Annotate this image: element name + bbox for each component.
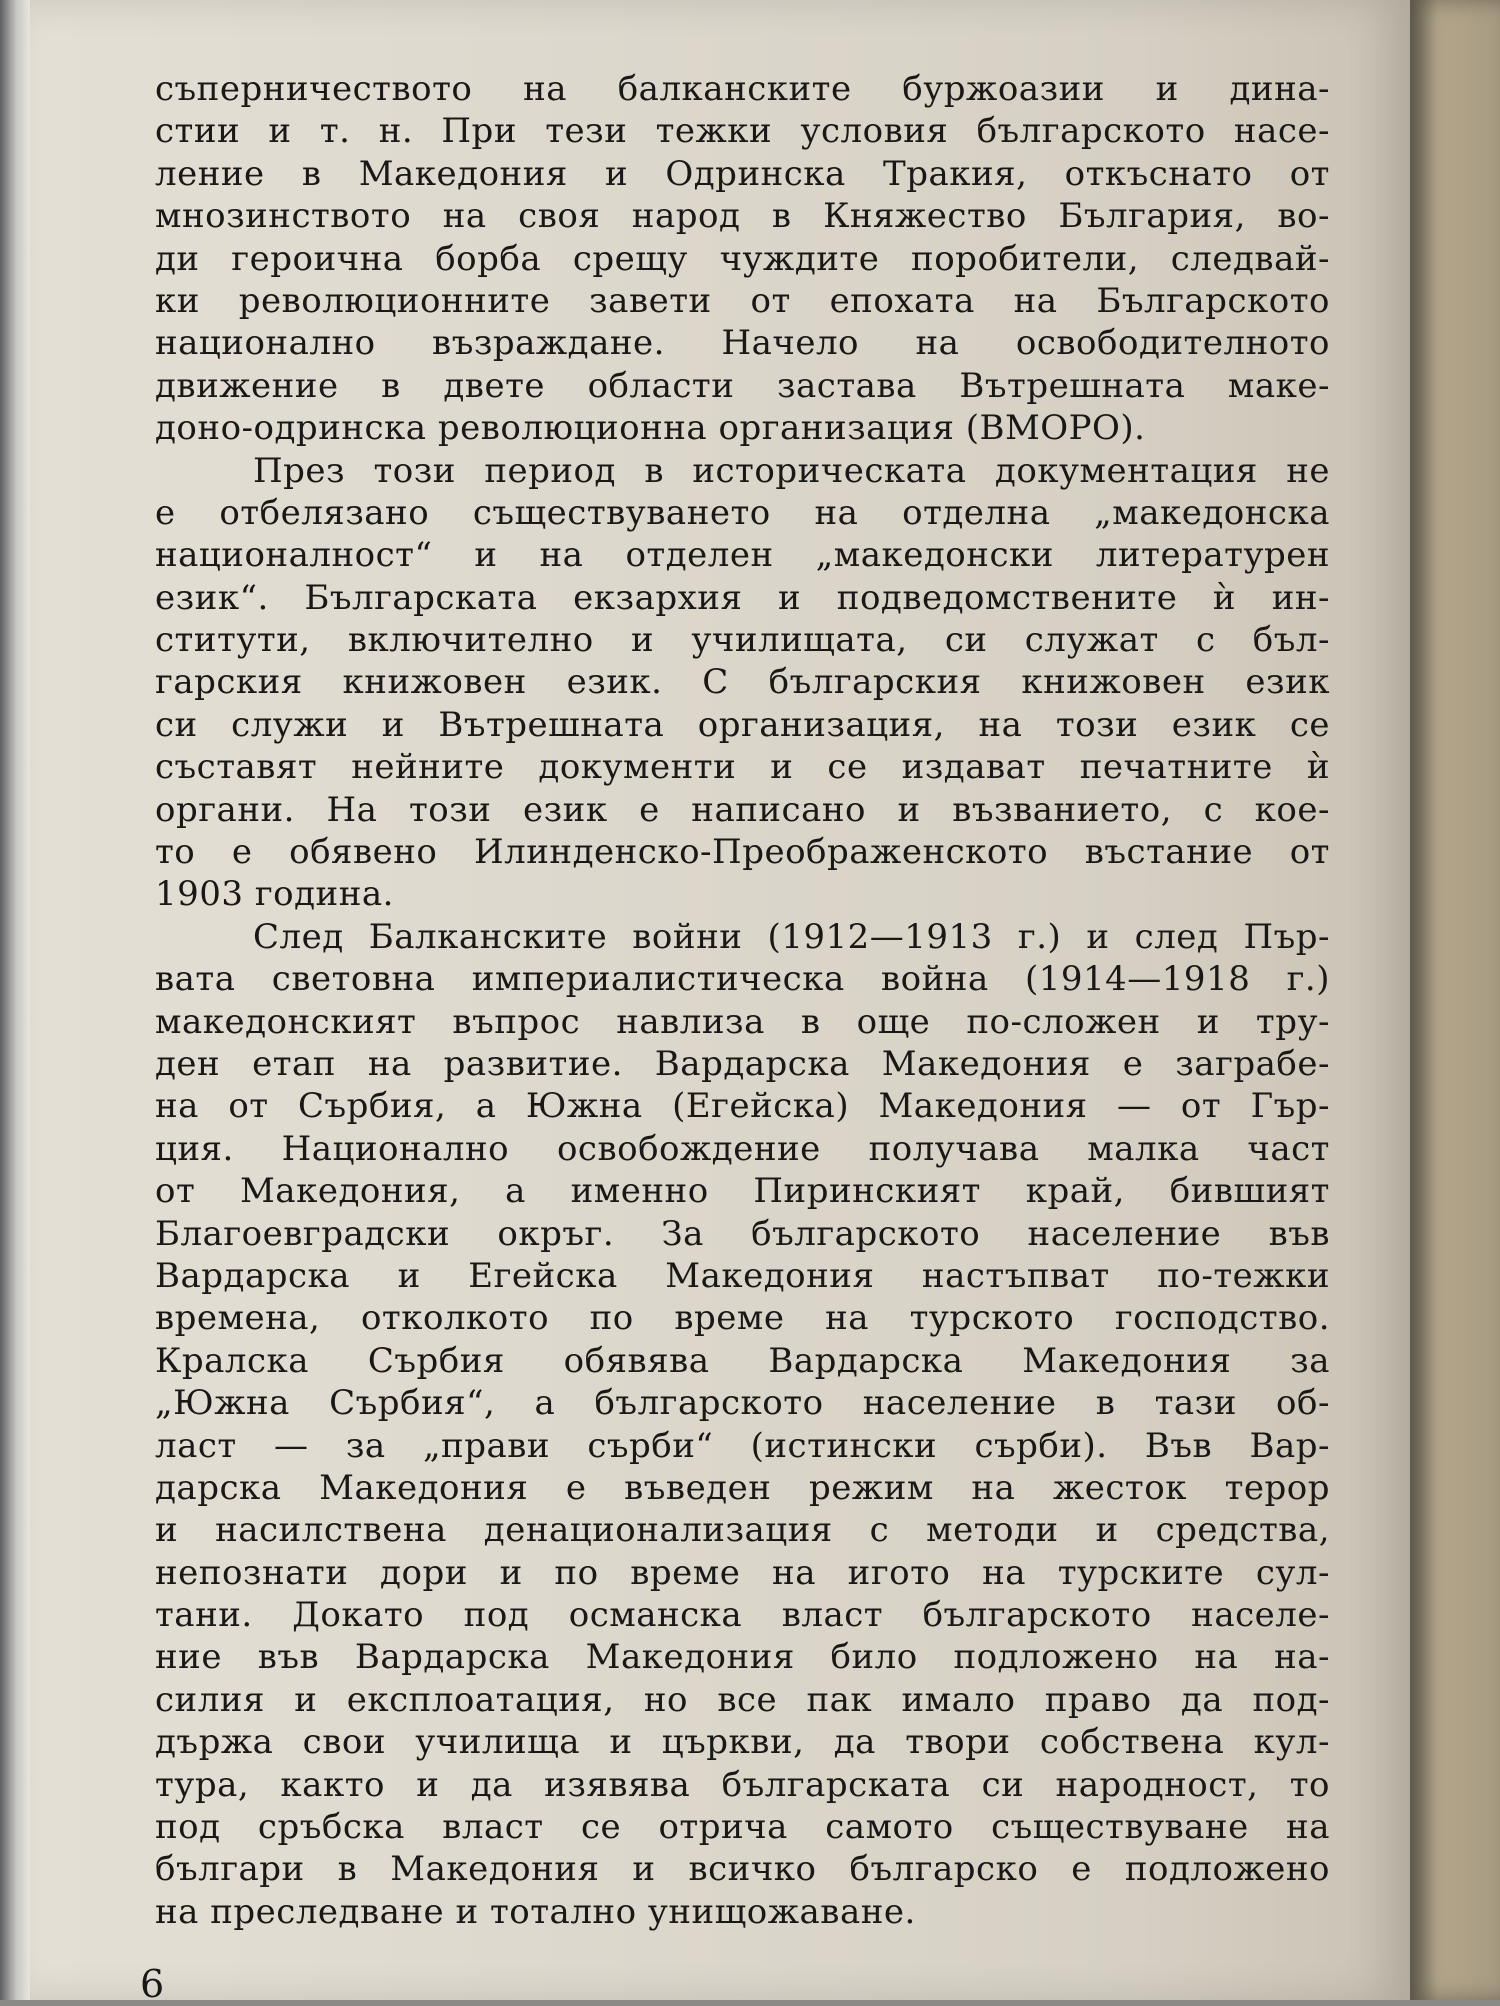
text-line: През този период в историческата документация не [253, 450, 1330, 491]
text-line: под сръбска власт се отрича самото съществуване на [155, 1807, 1330, 1848]
text-line: от Македония, а именно Пиринският край, бившият [155, 1171, 1330, 1212]
text-line: тани. Докато под османска власт българското населе- [155, 1595, 1330, 1636]
text-line: доно-одринска революционна организация (ВМОРО). [155, 408, 1146, 449]
text-line: тура, както и да изявява българската си народност, то [155, 1764, 1330, 1805]
text-line: и насилствена денационализация с методи и средства, [155, 1510, 1330, 1551]
text-line: ди героична борба срещу чуждите поробители, следвай- [155, 238, 1330, 279]
text-line: „Южна Сърбия“, а българското население в тази об- [155, 1383, 1330, 1424]
text-line: ститути, включително и училищата, си служат с бъл- [155, 620, 1330, 661]
paragraph [155, 916, 1330, 1933]
text-line: гарския книжовен език. С българския книжовен език [155, 662, 1330, 703]
text-line: националност“ и на отделен „македонски литературен [155, 535, 1330, 576]
paragraph [155, 450, 1330, 916]
text-line: език“. Българската екзархия и подведомствените ѝ ин- [155, 577, 1330, 618]
text-line: дарска Македония е въведен режим на жесток терор [155, 1467, 1330, 1508]
text-line: ласт — за „прави сърби“ (истински сърби). Във Вар- [155, 1425, 1330, 1466]
text-line: ден етап на развитие. Вардарска Македония е заграбе- [155, 1043, 1330, 1084]
text-line: вата световна империалистическа война (1914—1918 г.) [155, 959, 1330, 1000]
text-line: е отбелязано съществуването на отделна „македонска [155, 492, 1330, 533]
text-line: държа свои училища и църкви, да твори собствена кул- [155, 1722, 1330, 1763]
text-line: ция. Национално освобождение получава малка част [155, 1128, 1330, 1169]
paragraph [155, 68, 1330, 450]
text-line: След Балканските войни (1912—1913 г.) и след Пър- [253, 916, 1330, 957]
text-line: Благоевградски окръг. За българското население във [155, 1213, 1330, 1254]
page-number: 6 [140, 1962, 165, 2006]
text-line: органи. На този език е написано и възванието, с кое- [155, 789, 1330, 830]
text-line: стии и т. н. При тези тежки условия българското насе- [155, 111, 1330, 152]
text-line: времена, отколкото по време на турското господство. [155, 1298, 1330, 1339]
text-line: българи в Македония и всичко българско е подложено [155, 1849, 1330, 1890]
adjacent-page-edge [1410, 0, 1500, 2000]
text-line: 1903 година. [155, 874, 394, 915]
text-line: ние във Вардарска Македония било подложено на на- [155, 1637, 1330, 1678]
body-text [155, 68, 1330, 1933]
text-line: на преследване и тотално унищожаване. [155, 1891, 916, 1932]
text-line: Вардарска и Егейска Македония настъпват по-тежки [155, 1255, 1330, 1296]
text-line: то е обявено Илинденско-Преображенското въстание от [155, 832, 1330, 873]
text-line: ки революционните завети от епохата на Българското [155, 280, 1330, 321]
text-line: силия и експлоатация, но все пак имало право да под- [155, 1679, 1330, 1720]
text-line: съставят нейните документи и се издават печатните ѝ [155, 747, 1330, 788]
text-line: на от Сърбия, а Южна (Егейска) Македония — от Гър- [155, 1086, 1330, 1127]
text-line: мнозинството на своя народ в Княжество България, во- [155, 196, 1330, 237]
text-line: ление в Македония и Одринска Тракия, откъснато от [155, 153, 1330, 194]
text-line: движение в двете области застава Вътрешната маке- [155, 365, 1330, 406]
text-line: непознати дори и по време на игото на турските сул- [155, 1552, 1330, 1593]
text-line: си служи и Вътрешната организация, на този език се [155, 704, 1330, 745]
text-line: национално възраждане. Начело на освободителното [155, 323, 1330, 364]
text-line: Кралска Сърбия обявява Вардарска Македония за [155, 1340, 1330, 1381]
text-line: съперничеството на балканските буржоазии и дина- [155, 69, 1330, 109]
text-line: македонският въпрос навлиза в още по-сложен и тру- [155, 1001, 1330, 1042]
book-spine-edge [0, 0, 30, 2000]
